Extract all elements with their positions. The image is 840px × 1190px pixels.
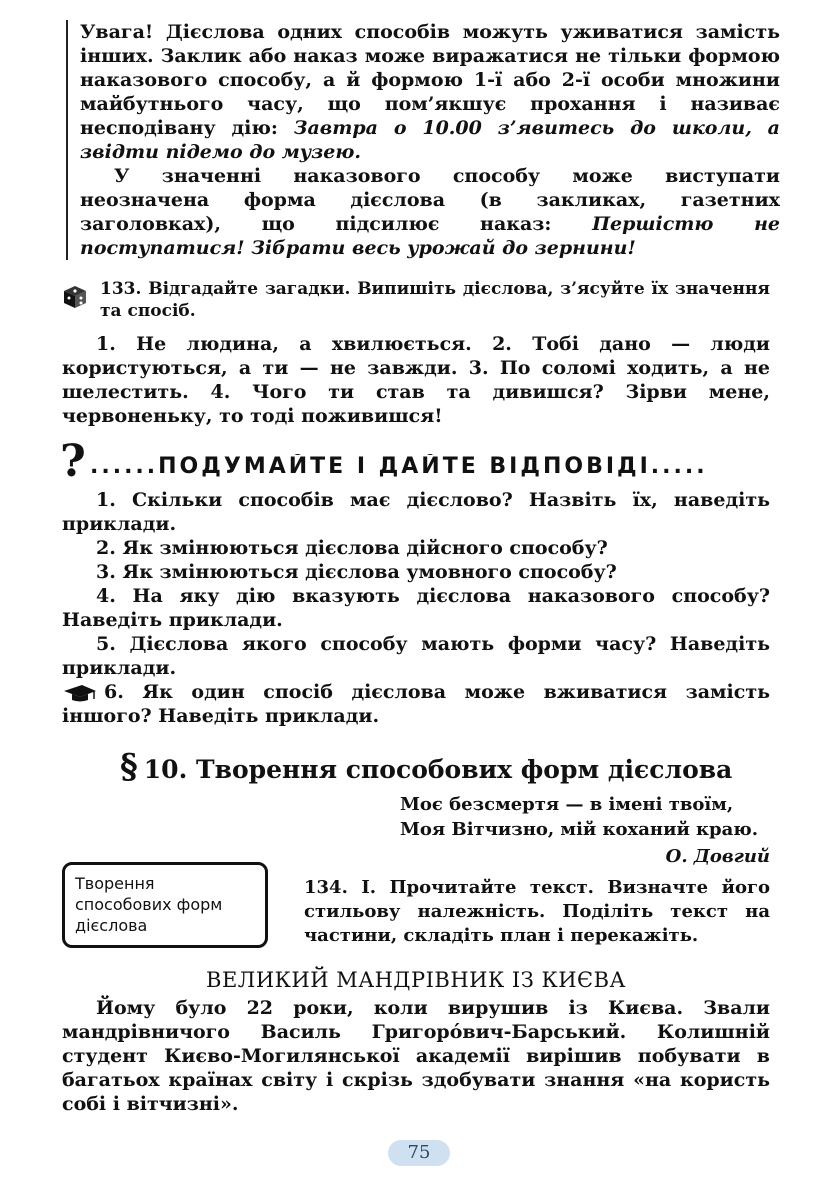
question-item: 1. Скільки способів має дієслово? Назвіть їх, наведіть приклади. bbox=[62, 489, 770, 535]
notice-block bbox=[66, 20, 780, 260]
story-title: ВЕЛИКИЙ МАНДРІВНИК ІЗ КИЄВА bbox=[206, 968, 626, 992]
graduation-cap-icon bbox=[62, 684, 98, 702]
question-mark-icon: ? bbox=[60, 436, 86, 487]
topic-box: Творення способових форм дієслова bbox=[62, 862, 268, 948]
notice-example-2: Першістю не поступатися! Зібрати весь урожай до зернини! bbox=[80, 213, 781, 259]
dice-icon bbox=[62, 284, 88, 310]
section-sign: § bbox=[120, 747, 138, 787]
notice-label: Увага! bbox=[80, 21, 154, 43]
epigraph-line: Моє безсмертя — в імені твоїм, bbox=[400, 794, 734, 815]
story-paragraph: Йому було 22 роки, коли вирушив із Києва. Звали мандрівничого Василь Григоро́вич-Барський. Колишній студент Києво-Могилянської академії вирішив побувати в багатьох країнах світу і скрізь здобувати знання «на користь собі і вітчизні». bbox=[62, 997, 770, 1115]
question-item: 2. Як змінюються дієслова дійсного способу? bbox=[96, 537, 608, 559]
think-heading bbox=[60, 436, 772, 487]
section-title: 10. Творення способових форм дієслова bbox=[143, 755, 733, 784]
questions-list bbox=[62, 488, 770, 728]
question-item: 4. На яку дію вказують дієслова наказового способу? Наведіть приклади. bbox=[62, 585, 770, 631]
story bbox=[62, 996, 770, 1116]
question-item: 3. Як змінюються дієслова умовного способу? bbox=[96, 561, 617, 583]
exercise-133 bbox=[62, 278, 770, 428]
notice-paragraph-1: Увага! Дієслова одних способів можуть уживатися замість інших. Заклик або наказ може виражатися не тільки формою наказового способу, а й формою 1-ї або 2-ї особи множини майбутнього часу, що пом’якшує прохання і називає несподівану дію: Завтра о 10.00 з’явитесь до школи, а звідти підемо до музею. bbox=[80, 21, 780, 163]
epigraph-author: О. Довгий bbox=[665, 846, 770, 867]
page-number: 75 bbox=[388, 1140, 450, 1166]
exercise-134 bbox=[304, 876, 770, 948]
notice-paragraph-2: У значенні наказового способу може виступати неозначена форма дієслова (в закликах, газетних заголовках), що підсилює наказ: Першістю не поступатися! Зібрати весь урожай до зернини! bbox=[80, 165, 781, 259]
exercise-133-riddles: 1. Не людина, а хвилюється. 2. Тобі дано — люди користуються, а ти — не завжди. 3. По соломі ходить, а не шелестить. 4. Чого ти став та дивишся? Зірви мене, червоненьку, то тоді поживишся! bbox=[62, 333, 770, 427]
exercise-134-text: 134. І. Прочитайте текст. Визначте його стильову належність. Поділіть текст на частини, складіть план і перекажіть. bbox=[304, 877, 770, 946]
epigraph bbox=[400, 792, 770, 870]
exercise-133-heading: 133. Відгадайте загадки. Випишіть дієслова, з’ясуйте їх значення та спосіб. bbox=[100, 279, 770, 321]
epigraph-line: Моя Вітчизно, мій коханий краю. bbox=[400, 819, 759, 840]
section-heading bbox=[120, 747, 770, 787]
think-heading-text: ......ПОДУМАЙТЕ І ДАЙТЕ ВІДПОВІДІ..... bbox=[90, 454, 708, 479]
notice-example-1: Завтра о 10.00 з’явитесь до школи, а звідти підемо до музею. bbox=[80, 117, 780, 163]
question-item: 5. Дієслова якого способу мають форми часу? Наведіть приклади. bbox=[62, 633, 770, 679]
question-item-advanced: 6. Як один спосіб дієслова може вживатися замість іншого? Наведіть приклади. bbox=[62, 681, 770, 727]
